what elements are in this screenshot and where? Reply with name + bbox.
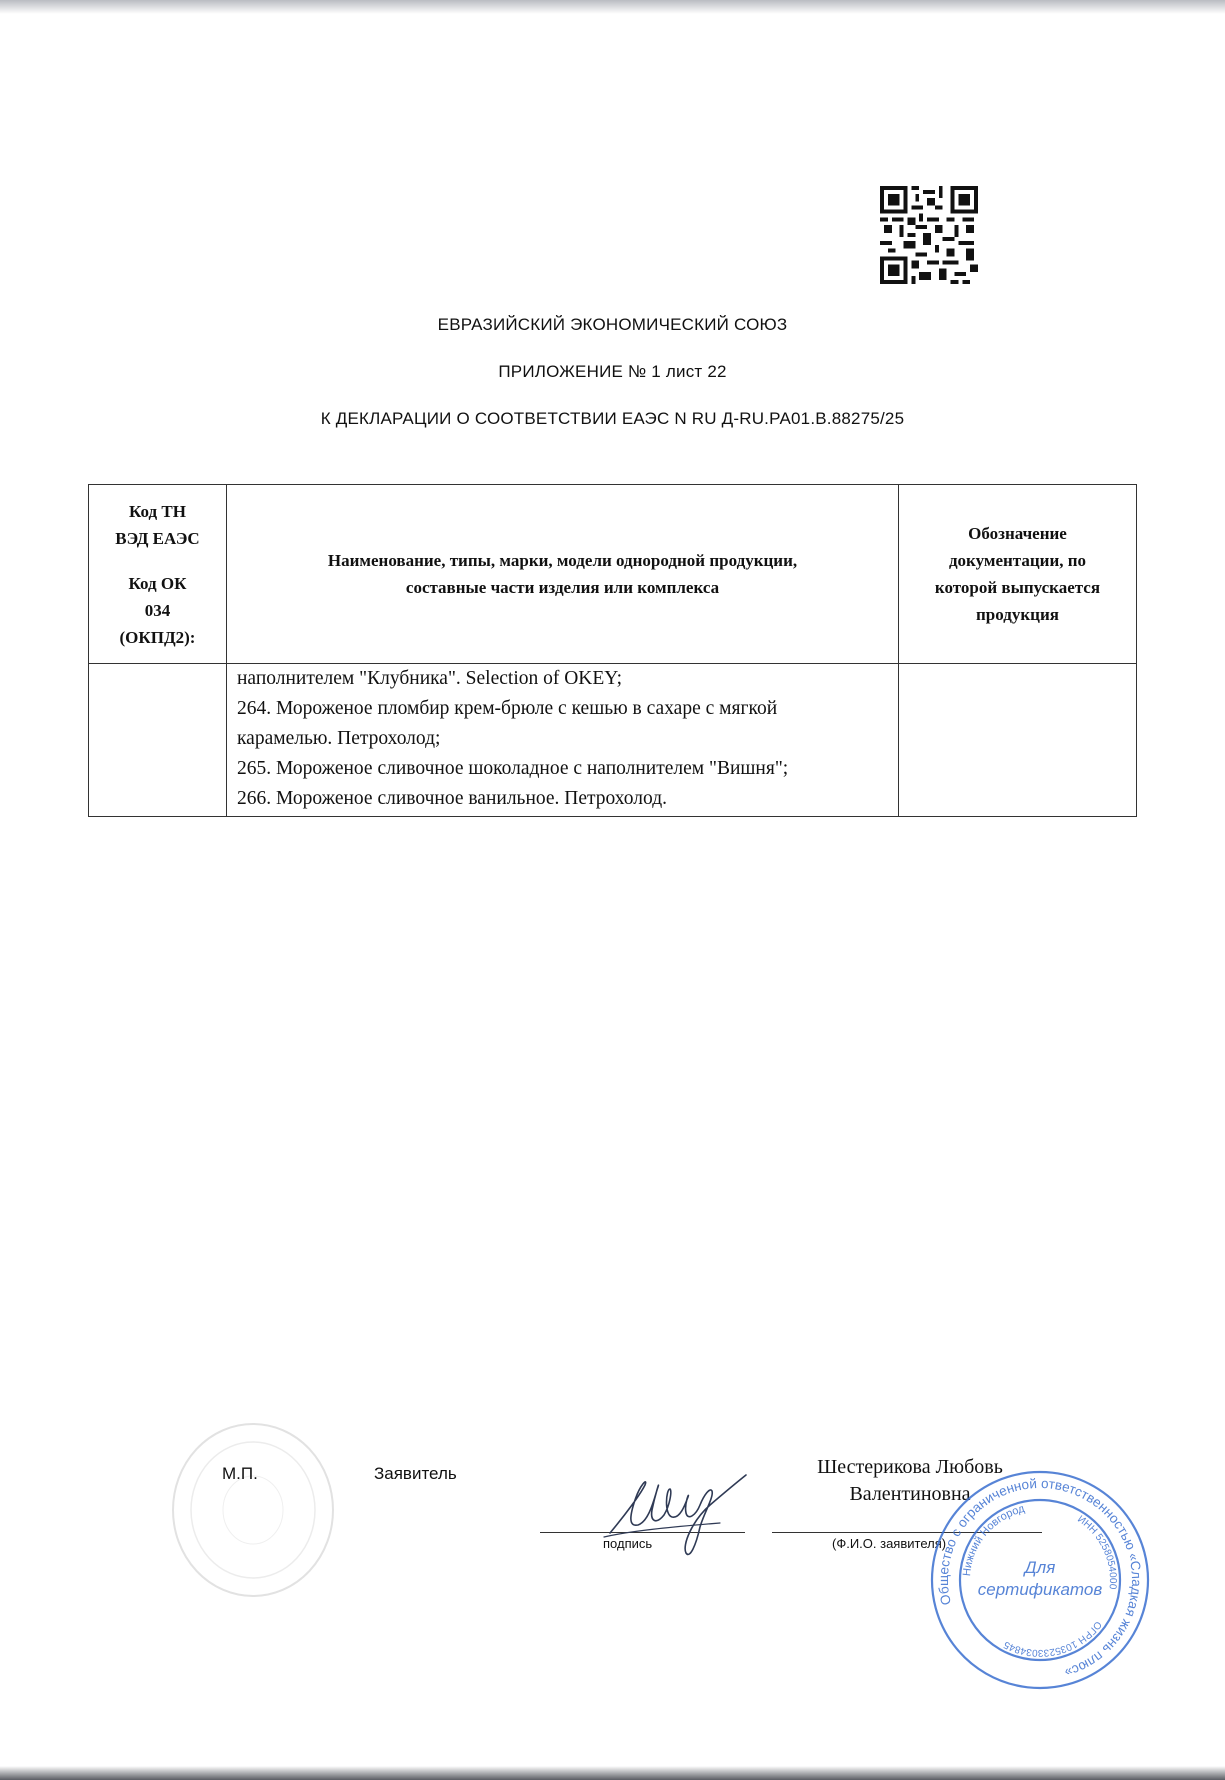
qr-code-icon [880, 186, 978, 284]
header-docs-line3: которой выпускается [934, 578, 1101, 597]
items-cell [227, 664, 899, 817]
list-item: наполнителем "Клубника". Selection of OKEY; [237, 668, 623, 689]
applicant-name-line1: Шестерикова Любовь [817, 1456, 1003, 1478]
header-docs-line2: документации, по [948, 551, 1087, 570]
header-034: 034 [144, 600, 171, 620]
table-header-row [89, 485, 1137, 664]
docs-cell [899, 664, 1137, 817]
header-cell-codes [89, 485, 227, 664]
scan-edge-bottom [0, 1766, 1225, 1780]
header-okpd2: (ОКПД2): [119, 627, 196, 647]
products-table [88, 484, 1137, 817]
header-cell-names [227, 485, 899, 664]
code-cell [89, 664, 227, 817]
header-code-tn: Код ТН [129, 501, 186, 521]
fio-caption: (Ф.И.О. заявителя) [832, 1536, 947, 1551]
header-docs-line4: продукция [976, 605, 1059, 624]
table-row [89, 664, 1137, 817]
handwritten-signature-icon [600, 1455, 750, 1565]
header-docs-line1: Обозначение [968, 524, 1067, 543]
company-stamp-icon [925, 1465, 1155, 1695]
applicant-label: Заявитель [374, 1464, 457, 1483]
header-code-ok: Код ОК [128, 573, 187, 593]
applicant-name-line2: Валентиновна [849, 1483, 971, 1505]
list-item: 265. Мороженое сливочное шоколадное с наполнителем "Вишня"; [237, 758, 789, 779]
union-title: ЕВРАЗИЙСКИЙ ЭКОНОМИЧЕСКИЙ СОЮЗ [437, 315, 788, 334]
stamp-ogrn: ОГРН 1035233034845 [1002, 1618, 1104, 1659]
stamp-city: Нижний Новгород [961, 1502, 1026, 1577]
list-item: 264. Мороженое пломбир крем-брюле с кешью в сахаре с мягкой [237, 698, 778, 719]
scan-edge-top [0, 0, 1225, 14]
stamp-center-line1: Для [1024, 1558, 1056, 1577]
appendix-title: ПРИЛОЖЕНИЕ № 1 лист 22 [498, 362, 727, 381]
stamp-inn: ИНН 5258054000 [1075, 1513, 1119, 1590]
list-item: карамелью. Петрохолод; [237, 728, 441, 749]
header-ved: ВЭД ЕАЭС [115, 528, 200, 548]
stamp-outer-text: Общество с ограниченной ответственностью «Сладкая жизнь плюс» [935, 1475, 1145, 1681]
mp-label: М.П. [222, 1464, 258, 1483]
list-item: 266. Мороженое сливочное ванильное. Петрохолод. [237, 788, 667, 809]
embossed-seal-icon [168, 1420, 338, 1600]
header-cell-docs [899, 485, 1137, 664]
header-names-line1: Наименование, типы, марки, модели однородной продукции, [327, 551, 798, 570]
declaration-title: К ДЕКЛАРАЦИИ О СООТВЕТСТВИИ ЕАЭС N RU Д-RU.РА01.В.88275/25 [320, 409, 905, 428]
stamp-center-line2: сертификатов [977, 1580, 1103, 1599]
signature-caption: подпись [603, 1536, 653, 1551]
header-names-line2: составные части изделия или комплекса [405, 578, 720, 597]
